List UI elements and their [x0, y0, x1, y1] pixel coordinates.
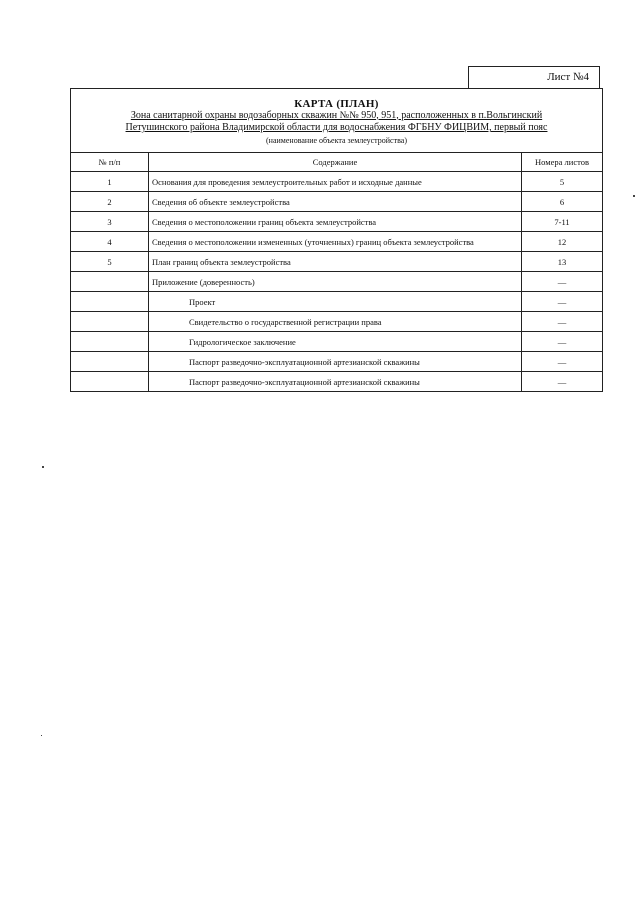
- row-number: [71, 372, 149, 392]
- table-row: [71, 372, 603, 392]
- document-subtitle-line-2: Петушинского района Владимирской области для водоснабжения ФГБНУ ФИЦВИМ, первый пояс: [125, 122, 548, 133]
- table-row: [71, 212, 603, 232]
- row-pages: —: [522, 372, 603, 392]
- row-pages: —: [522, 332, 603, 352]
- row-number: [71, 272, 149, 292]
- row-number: [71, 312, 149, 332]
- table-row: [71, 352, 603, 372]
- row-content: Приложение (доверенность): [149, 272, 522, 292]
- header-row: [71, 89, 603, 153]
- row-pages: 12: [522, 232, 603, 252]
- row-number: 5: [71, 252, 149, 272]
- row-number: 1: [71, 172, 149, 192]
- table-row: [71, 232, 603, 252]
- table-row: [71, 312, 603, 332]
- row-content: Сведения об объекте землеустройства: [149, 192, 522, 212]
- row-content: Основания для проведения землеустроительных работ и исходные данные: [149, 172, 522, 192]
- table-row: [71, 192, 603, 212]
- row-number: [71, 352, 149, 372]
- row-number: 2: [71, 192, 149, 212]
- table-row: [71, 172, 603, 192]
- column-header-row: [71, 153, 603, 172]
- row-number: [71, 292, 149, 312]
- table-row: [71, 272, 603, 292]
- table-row: [71, 292, 603, 312]
- row-pages: —: [522, 312, 603, 332]
- row-pages: —: [522, 292, 603, 312]
- row-content: Паспорт разведочно-эксплуатационной артезианской скважины: [149, 372, 522, 392]
- row-pages: 7-11: [522, 212, 603, 232]
- row-pages: —: [522, 272, 603, 292]
- row-number: 4: [71, 232, 149, 252]
- table-body: [71, 172, 603, 392]
- document-title: КАРТА (ПЛАН): [294, 97, 379, 110]
- row-pages: —: [522, 352, 603, 372]
- column-header-num: № п/п: [71, 153, 149, 172]
- document-subtitle-line-1: Зона санитарной охраны водозаборных скважин №№ 950, 951, расположенных в п.Вольгинский: [130, 109, 543, 121]
- row-content: Сведения о местоположении измененных (уточненных) границ объекта землеустройства: [149, 232, 522, 252]
- document-note: (наименование объекта землеустройства): [266, 135, 407, 145]
- row-pages: 6: [522, 192, 603, 212]
- column-header-pages: Номера листов: [522, 153, 603, 172]
- document-header: [71, 89, 603, 153]
- row-number: 3: [71, 212, 149, 232]
- table-row: [71, 332, 603, 352]
- scan-speck: [41, 735, 42, 736]
- row-content: Гидрологическое заключение: [149, 332, 522, 352]
- row-pages: 13: [522, 252, 603, 272]
- contents-table: [70, 88, 603, 392]
- scan-speck: [42, 466, 44, 468]
- scan-speck: [633, 195, 635, 197]
- row-number: [71, 332, 149, 352]
- row-content: Проект: [149, 292, 522, 312]
- row-content: Сведения о местоположении границ объекта землеустройства: [149, 212, 522, 232]
- row-pages: 5: [522, 172, 603, 192]
- row-content: План границ объекта землеустройства: [149, 252, 522, 272]
- sheet-number-label: Лист №4: [468, 66, 600, 88]
- column-header-content: Содержание: [149, 153, 522, 172]
- table-row: [71, 252, 603, 272]
- row-content: Свидетельство о государственной регистрации права: [149, 312, 522, 332]
- row-content: Паспорт разведочно-эксплуатационной артезианской скважины: [149, 352, 522, 372]
